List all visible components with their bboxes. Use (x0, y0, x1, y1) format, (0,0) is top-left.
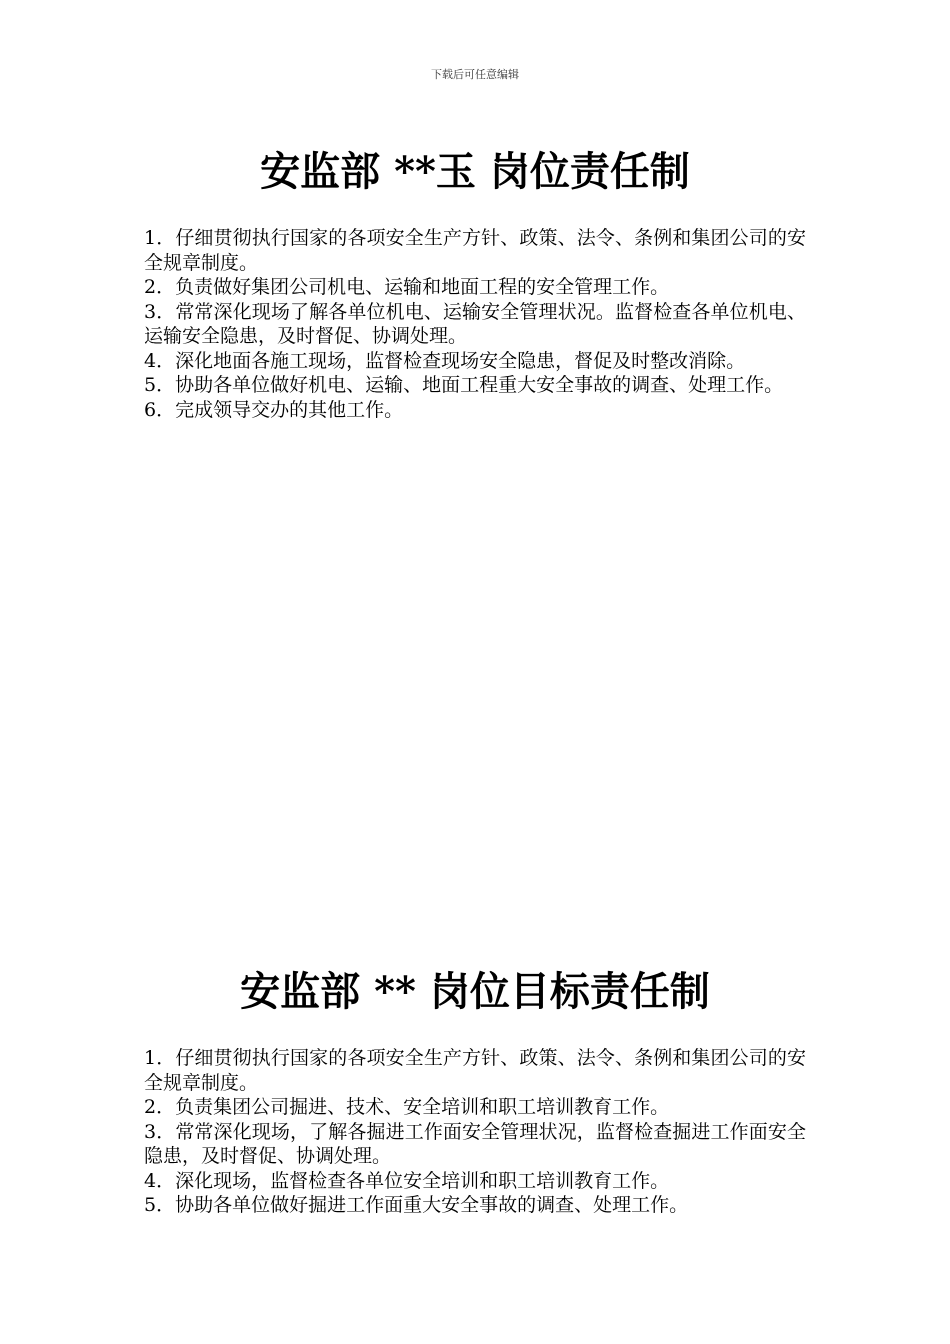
clause-item: 4．深化地面各施工现场，监督检查现场安全隐患，督促及时整改消除。 (144, 349, 746, 372)
clause-item: 1．仔细贯彻执行国家的各项安全生产方针、政策、法令、条例和集团公司的安全规章制度。 (144, 227, 806, 274)
clause-item: 3．常常深化现场，了解各掘进工作面安全管理状况，监督检查掘进工作面安全隐患，及时督促、协调处理。 (144, 1120, 806, 1167)
clause-item: 3．常常深化现场了解各单位机电、运输安全管理状况。监督检查各单位机电、运输安全隐患，及时督促、协调处理。 (144, 300, 806, 347)
section-title: 安监部 ** 岗位目标责任制 (240, 968, 710, 1015)
clause-list (144, 1046, 806, 1218)
clause-item: 2．负责集团公司掘进、技术、安全培训和职工培训教育工作。 (144, 1096, 670, 1118)
clause-list (144, 226, 806, 422)
section-title: 安监部 **玉 岗位责任制 (260, 148, 690, 195)
clause-item: 6．完成领导交办的其他工作。 (144, 398, 404, 421)
clause-item: 1．仔细贯彻执行国家的各项安全生产方针、政策、法令、条例和集团公司的安全规章制度。 (144, 1047, 806, 1094)
page-header-note: 下载后可任意编辑 (431, 68, 519, 81)
clause-item: 4．深化现场，监督检查各单位安全培训和职工培训教育工作。 (144, 1169, 670, 1192)
clause-item: 5．协助各单位做好机电、运输、地面工程重大安全事故的调查、处理工作。 (144, 374, 784, 396)
clause-item: 5．协助各单位做好掘进工作面重大安全事故的调查、处理工作。 (144, 1194, 689, 1216)
clause-item: 2．负责做好集团公司机电、运输和地面工程的安全管理工作。 (144, 276, 670, 298)
